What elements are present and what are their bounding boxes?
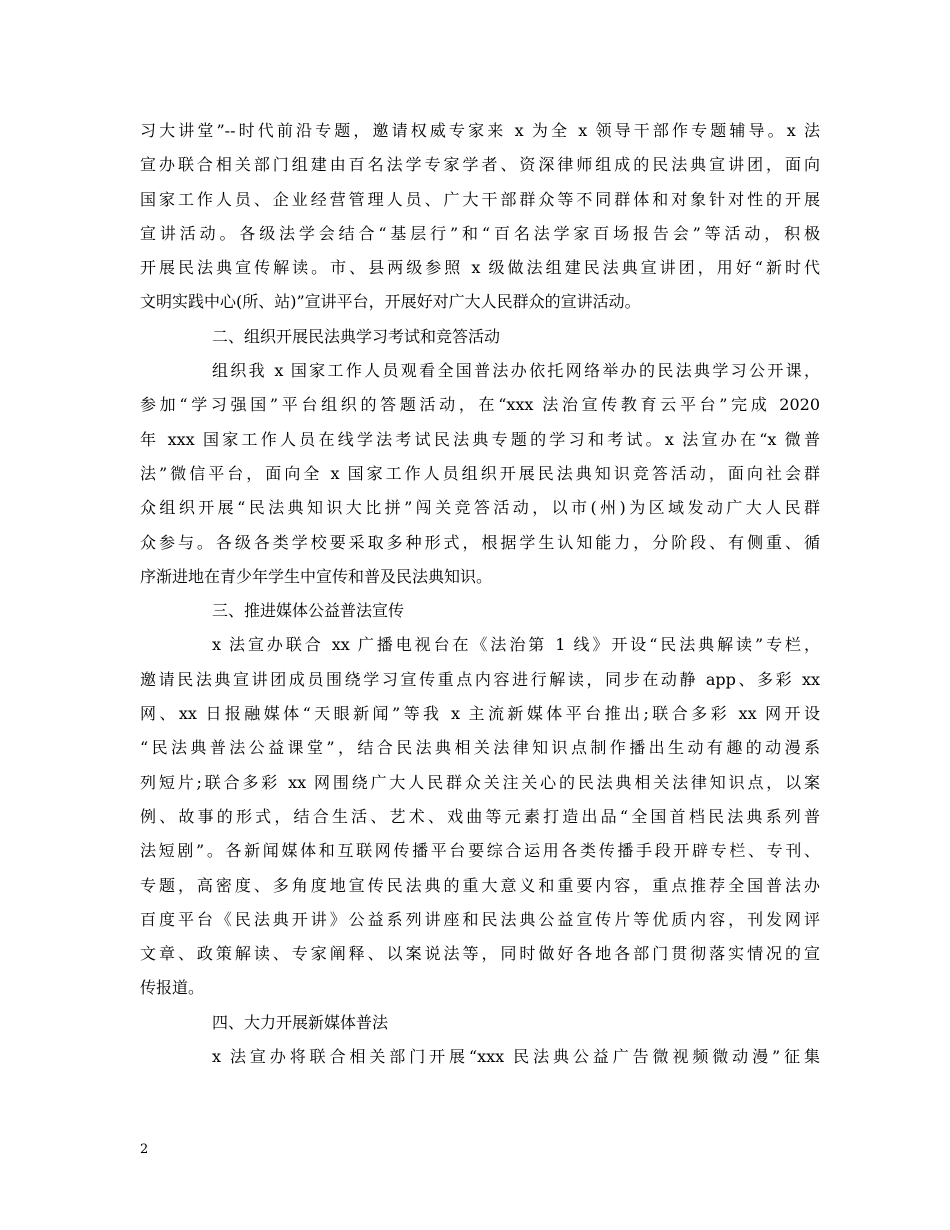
text-line: 文章、政策解读、专家阐释、以案说法等，同时做好各地各部门贯彻落实情况的宣 xyxy=(140,944,820,964)
text-line: 传报道。 xyxy=(140,978,205,998)
text-line: 法短剧”。各新闻媒体和互联网传播平台要综合运用各类传播手段开辟专栏、专刊、 xyxy=(140,841,820,861)
paragraph-2 xyxy=(140,354,820,594)
paragraph-3 xyxy=(140,628,820,1005)
text-line: 参加“学习强国”平台组织的答题活动，在“xxx 法治宣传教育云平台”完成 2020 xyxy=(140,395,820,415)
text-line: 开展民法典宣传解读。市、县两级参照 x 级做法组建民法典宣讲团，用好“新时代 xyxy=(140,258,820,278)
text-line: 序渐进地在青少年学生中宣传和普及民法典知识。 xyxy=(140,566,493,586)
text-line: 宣讲活动。各级法学会结合“基层行”和“百名法学家百场报告会”等活动，积极 xyxy=(140,223,820,243)
text-line: 例、故事的形式，结合生活、艺术、戏曲等元素打造出品“全国首档民法典系列普 xyxy=(140,806,820,826)
text-line: “民法典普法公益课堂”，结合民法典相关法律知识点制作播出生动有趣的动漫系 xyxy=(140,738,820,758)
text-line: 百度平台《民法典开讲》公益系列讲座和民法典公益宣传片等优质内容，刊发网评 xyxy=(140,909,820,929)
section-heading-4: 四、大力开展新媒体普法 xyxy=(212,1012,389,1032)
text-line: 网、xx 日报融媒体“天眼新闻”等我 x 主流新媒体平台推出;联合多彩 xx 网开设 xyxy=(140,704,820,724)
page-number: 2 xyxy=(140,1142,149,1157)
text-line: 习大讲堂”--时代前沿专题，邀请权威专家来 x 为全 x 领导干部作专题辅导。x 法 xyxy=(140,121,820,140)
text-line: 年 xxx 国家工作人员在线学法考试民法典专题的学习和考试。x 法宣办在“x 微普 xyxy=(140,429,820,449)
text-line: 国家工作人员、企业经营管理人员、广大干部群众等不同群体和对象针对性的开展 xyxy=(140,189,820,209)
paragraph-4 xyxy=(140,1040,820,1074)
paragraph-1 xyxy=(140,114,820,320)
text-line: 列短片;联合多彩 xx 网围绕广大人民群众关注关心的民法典相关法律知识点，以案 xyxy=(140,772,820,792)
section-heading-3: 三、推进媒体公益普法宣传 xyxy=(212,601,405,621)
text-line: 众组织开展“民法典知识大比拼”闯关竞答活动，以市(州)为区域发动广大人民群 xyxy=(140,498,820,518)
section-heading-2: 二、组织开展民法典学习考试和竞答活动 xyxy=(212,326,501,346)
text-line: 众参与。各级各类学校要采取多种形式，根据学生认知能力，分阶段、有侧重、循 xyxy=(140,532,820,552)
text-line: 邀请民法典宣讲团成员围绕学习宣传重点内容进行解读，同步在动静 app、多彩 xx xyxy=(140,669,820,689)
text-line: 组织我 x 国家工作人员观看全国普法办依托网络举办的民法典学习公开课， xyxy=(212,361,820,381)
text-line: x 法宣办将联合相关部门开展“xxx 民法典公益广告微视频微动漫”征集 xyxy=(212,1047,820,1067)
text-line: x 法宣办联合 xx 广播电视台在《法治第 1 线》开设“民法典解读”专栏， xyxy=(212,635,820,655)
text-line: 法”微信平台，面向全 x 国家工作人员组织开展民法典知识竞答活动，面向社会群 xyxy=(140,463,820,483)
document-body xyxy=(140,114,820,1074)
text-line: 文明实践中心(所、站)”宣讲平台，开展好对广大人民群众的宣讲活动。 xyxy=(140,292,641,312)
text-line: 专题，高密度、多角度地宣传民法典的重大意义和重要内容，重点推荐全国普法办 xyxy=(140,875,820,895)
text-line: 宣办联合相关部门组建由百名法学专家学者、资深律师组成的民法典宣讲团，面向 xyxy=(140,155,820,175)
